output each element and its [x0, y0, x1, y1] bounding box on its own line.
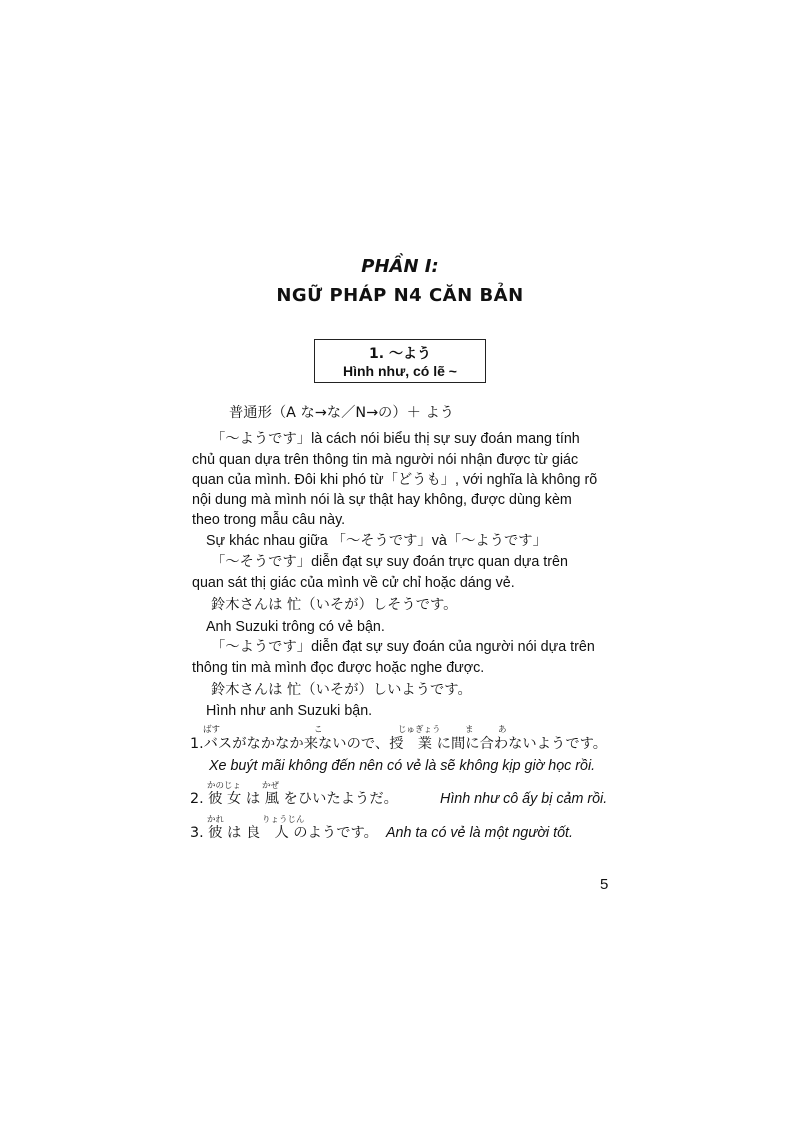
grammar-formula: 普通形（A な→な／N→の）＋ よう: [229, 405, 455, 421]
furigana: かぜ: [262, 781, 280, 791]
body-line: thông tin mà mình đọc được hoặc nghe được.: [192, 660, 485, 676]
body-line: nội dung mà mình nói là sự thật hay không, được dùng kèm: [192, 492, 572, 508]
body-line: quan sát thị giác của mình về cử chỉ hoặc dáng vẻ.: [192, 575, 515, 591]
example-1-jp: 1.バスがなかなか来ないので、授 業 に間に合わないようです。: [190, 736, 608, 752]
example-2-jp: 2. 彼 女 は 風 をひいたようだ。: [190, 791, 398, 807]
example-3-vi: Anh ta có vẻ là một người tốt.: [386, 825, 573, 841]
example-sentence-vi: Anh Suzuki trông có vẻ bận.: [206, 619, 385, 635]
page-number: 5: [600, 876, 609, 893]
body-line: 「～ようです」diễn đạt sự suy đoán của người nói dựa trên: [211, 639, 595, 655]
example-sentence-vi: Hình như anh Suzuki bận.: [206, 703, 373, 719]
part-heading: PHẦN I:: [361, 256, 439, 277]
furigana: じゅぎょう: [398, 725, 441, 735]
furigana: こ: [314, 725, 323, 735]
furigana: かれ: [207, 815, 225, 825]
body-line: 「～ようです」là cách nói biểu thị sự suy đoán mang tính: [211, 431, 580, 447]
furigana: ま: [465, 725, 474, 735]
example-sentence-jp: 鈴木さんは 忙（いそが）しそうです。: [211, 597, 458, 613]
body-line: quan của mình. Đôi khi phó từ「どうも」, với nghĩa là không rõ: [192, 472, 598, 488]
body-line: theo trong mẫu câu này.: [192, 512, 346, 528]
furigana: あ: [498, 725, 507, 735]
difference-heading: Sự khác nhau giữa 「～そうです」và「～ようです」: [206, 533, 547, 549]
example-sentence-jp: 鈴木さんは 忙（いそが）しいようです。: [211, 682, 472, 698]
furigana: りょうじん: [262, 815, 305, 825]
example-2-vi: Hình như cô ấy bị cảm rồi.: [440, 791, 608, 807]
chapter-title: NGỮ PHÁP N4 CĂN BẢN: [276, 285, 524, 306]
body-line: 「～そうです」diễn đạt sự suy đoán trực quan dựa trên: [211, 554, 568, 570]
grammar-point-number: 1. ～よう: [369, 346, 431, 362]
furigana: ばす: [203, 725, 221, 735]
body-line: chủ quan dựa trên thông tin mà người nói nhận được từ giác: [192, 452, 579, 468]
example-1-vi: Xe buýt mãi không đến nên có vẻ là sẽ không kịp giờ học rồi.: [209, 758, 596, 774]
grammar-point-meaning: Hình như, có lẽ ~: [343, 363, 457, 379]
example-3-jp: 3. 彼 は 良 人 のようです。: [190, 825, 378, 841]
furigana: かのじょ: [207, 781, 242, 791]
